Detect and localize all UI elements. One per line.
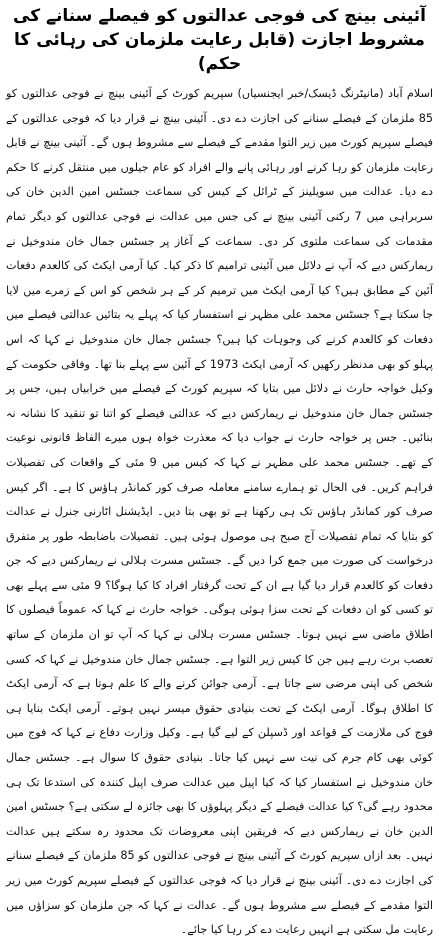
- article-text: سپریم کورٹ کے آئینی بینچ نے فوجی عدالتوں کو 85 ملزمان کے فیصلے سنانے کی اجازت دے دی۔ آئینی بینچ نے قرار دیا کہ فوجی عدالتوں کے فیصلے سپریم کورٹ میں زیر التوا مقدمے کے فیصلے سے مشروط ہوں گے۔ آئینی بینچ نے قابل رعایت ملزمان کو رہا کرنے اور رہائی پانے والے افراد کو عام جیلوں میں منتقل کرنے کا حکم دے دیا۔ عدالت میں سویلینز کے ٹرائل کے کیس کی سماعت جسٹس امین الدین خان کی سربراہی میں 7 رکنی آئینی بینچ نے کی جس میں عدالت نے فوجی عدالتوں کو دیگر تمام مقدمات کی سماعت ملتوی کر دی۔ سماعت کے آغاز پر جسٹس جمال خان مندوخیل نے ریمارکس دیے کہ آپ نے دلائل میں آئینی ترامیم کا ذکر کیا۔ کیا آرمی ایکٹ کی کالعدم دفعات آئین کے مطابق ہیں؟ کیا آرمی ایکٹ میں ترمیم کر کے ہر شخص کو اس کے زمرے میں لایا جا سکتا ہے؟ جسٹس محمد علی مظہر نے استفسار کیا کہ پہلے یہ بتائیں عدالتی فیصلے میں دفعات کو کالعدم کرنے کی وجوہات کیا ہیں؟ جسٹس جمال خان مندوخیل نے کہا کہ اس پہلو کو بھی مدنظر رکھیں کہ آرمی ایکٹ 1973 کے آئین سے پہلے بنا تھا۔ وفاقی حکومت کے وکیل خواجہ حارث نے دلائل میں بتایا کہ سپریم کورٹ کے فیصلے میں خرابیاں ہیں، جس پر جسٹس جمال خان مندوخیل نے ریمارکس دیے کہ عدالتی فیصلے کو اتنا تو تنقید کا نشانہ نہ بنائیں۔ جس پر خواجہ حارث نے جواب دیا کہ معذرت خواہ ہوں میرے الفاظ قانونی نوعیت کے تھے۔ جسٹس محمد علی مظہر نے کہا کہ کیس میں 9 مئی کے واقعات کی تفصیلات فراہم کریں۔ فی الحال تو ہمارے سامنے معاملہ صرف کور کمانڈر ہاؤس کا ہے۔ اگر کیس صرف کور کمانڈر ہاؤس تک ہی رکھنا ہے تو بھی بتا دیں۔ ایڈیشنل اٹارنی جنرل نے عدالت کو بتایا کہ تمام تفصیلات آج صبح ہی موصول ہوئی ہیں۔ تفصیلات باضابطہ طور پر متفرق درخواست کی صورت میں جمع کرا دیں گے۔ جسٹس مسرت ہلالی نے ریمارکس دیے کہ جن دفعات کو کالعدم قرار دیا گیا ہے ان کے تحت گرفتار افراد کا کیا ہوگا؟ 9 مئی سے پہلے بھی تو کسی کو ان دفعات کے تحت سزا ہوئی ہوگی۔ خواجہ حارث نے کہا کہ عموماً فیصلوں کا اطلاق ماضی سے نہیں ہوتا۔ جسٹس مسرت ہلالی نے کہا کہ آپ تو ان ملزمان کے ساتھ تعصب برت رہے ہیں جن کا کیس زیر التوا ہے۔ جسٹس جمال خان مندوخیل نے کہا کہ کسی شخص کی اپنی مرضی سے جاتا ہے۔ آرمی جوائن کرنے والے کا علم ہوتا ہے کہ آرمی ایکٹ کا اطلاق ہوگا۔ آرمی ایکٹ کے تحت بنیادی حقوق میسر نہیں ہوتے۔ آرمی ایکٹ بنایا ہی فوج کی ملازمت کے قواعد اور ڈسپلن کے لیے گیا ہے۔ وکیل وزارت دفاع نے کہا کہ فوج میں کوئی بھی کام جرم کی نیت سے نہیں کیا جاتا۔ بنیادی حقوق کا سوال ہے۔ جسٹس جمال خان مندوخیل نے استفسار کیا کہ کیا اپیل میں عدالت صرف اپیل کنندہ کی استدعا تک ہی محدود رہے گی؟ کیا عدالت فیصلے کے دیگر پہلوؤں کا بھی جائزہ لے سکتی ہے؟ جسٹس امین الدین خان نے ریمارکس دیے کہ فریقین اپنی معروضات تک محدود رہ سکتے ہیں عدالت نہیں۔ بعد ازاں سپریم کورٹ کے آئینی بینچ نے فوجی عدالتوں کو 85 ملزمان کے فیصلے سنانے کی اجازت دے دی۔ آئینی بینچ نے قرار دیا کہ فوجی عدالتوں کے فیصلے سپریم کورٹ میں زیر التوا مقدمے کے فیصلے سے مشروط ہوں گے۔ عدالت نے کہا کہ جن ملزمان کو سزاؤں میں رعایت مل سکتی ہے انہیں رعایت دے کر رہا کیا جائے۔: [6, 87, 433, 937]
- dateline: اسلام آباد (مانیٹرنگ ڈیسک/خبر ایجنسیاں): [237, 87, 433, 100]
- headline: آئینی بینچ کی فوجی عدالتوں کو فیصلے سنانے کی مشروط اجازت (قابل رعایت ملزمان کی رہائی کا حکم): [13, 6, 426, 74]
- article-body: [6, 82, 433, 943]
